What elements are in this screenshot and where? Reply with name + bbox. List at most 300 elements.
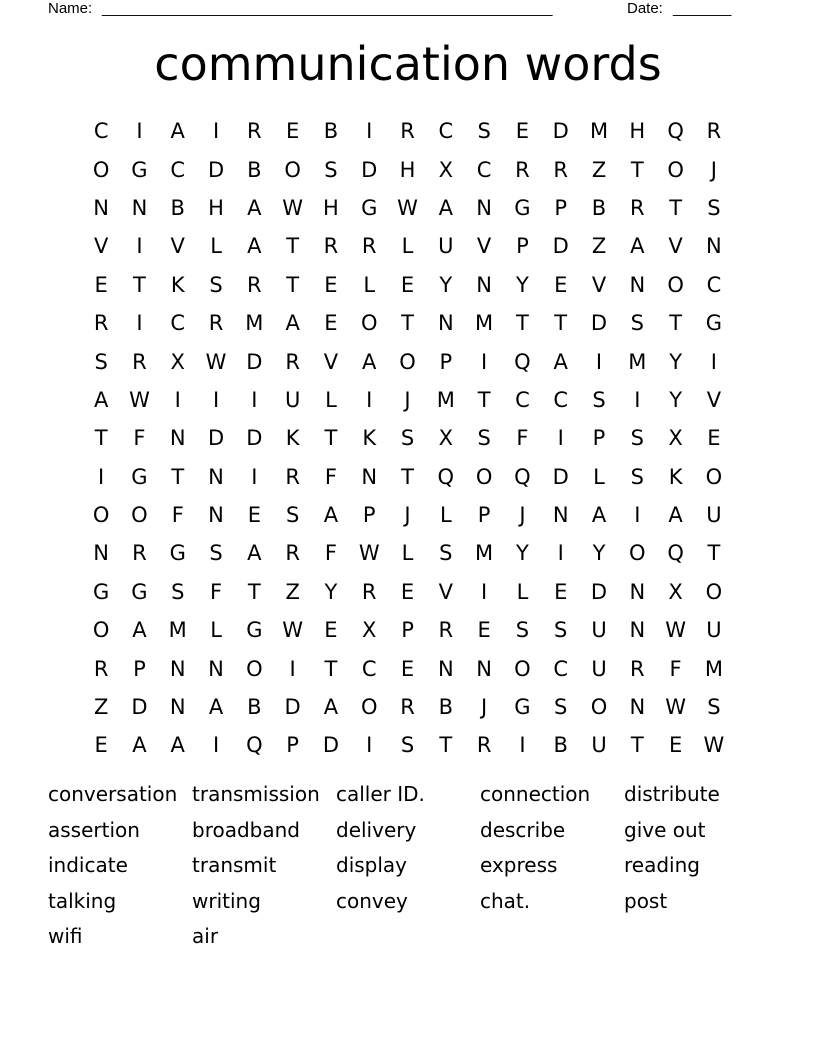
word-bank-item: describe: [480, 817, 566, 842]
grid-letter: F: [209, 579, 223, 604]
grid-letter: B: [247, 695, 262, 720]
grid-letter: I: [557, 426, 564, 451]
grid-letter: N: [169, 695, 186, 720]
word-bank-item: assertion: [48, 817, 140, 842]
grid-letter: R: [285, 464, 300, 489]
grid-letter: Q: [667, 119, 684, 144]
grid-letter: P: [401, 618, 414, 643]
grid-letter: O: [667, 157, 684, 182]
grid-letter: S: [400, 733, 415, 758]
grid-letter: E: [285, 119, 300, 144]
grid-letter: I: [366, 387, 373, 412]
grid-letter: P: [286, 733, 299, 758]
grid-letter: C: [553, 656, 569, 681]
word-bank-item: distribute: [624, 782, 720, 806]
word-bank-item: caller ID.: [336, 782, 425, 806]
grid-letter: W: [397, 195, 418, 220]
grid-letter: N: [361, 464, 378, 489]
word-bank: [48, 778, 768, 956]
grid-letter: S: [630, 426, 644, 451]
grid-letter: D: [552, 234, 569, 259]
grid-letter: F: [324, 541, 337, 566]
grid-letter: D: [552, 119, 569, 144]
grid-letter: D: [284, 695, 301, 720]
grid-letter: F: [516, 426, 529, 451]
word-bank-item: reading: [624, 853, 700, 878]
grid-letter: B: [170, 195, 185, 220]
grid-letter: T: [401, 311, 414, 336]
grid-letter: S: [554, 618, 568, 643]
word-bank-item: convey: [336, 888, 408, 913]
grid-row: [82, 381, 733, 419]
grid-letter: E: [400, 579, 415, 604]
word-search-grid: [82, 112, 733, 765]
grid-letter: D: [361, 157, 378, 182]
grid-letter: K: [362, 426, 377, 451]
grid-letter: E: [400, 272, 415, 297]
grid-letter: V: [476, 234, 492, 259]
grid-letter: S: [515, 618, 530, 643]
grid-letter: N: [552, 503, 569, 528]
grid-letter: T: [133, 272, 146, 297]
grid-letter: Q: [514, 464, 531, 489]
grid-letter: P: [439, 349, 453, 374]
word-bank-item: talking: [48, 888, 117, 913]
grid-letter: W: [282, 195, 304, 220]
grid-letter: Z: [591, 157, 607, 182]
grid-letter: M: [704, 656, 723, 681]
grid-letter: Y: [516, 541, 529, 566]
grid-letter: Z: [285, 579, 300, 604]
grid-letter: R: [515, 157, 530, 182]
word-bank-item: express: [480, 853, 558, 878]
grid-letter: V: [706, 387, 722, 412]
grid-letter: N: [706, 234, 722, 259]
grid-letter: T: [94, 426, 108, 451]
grid-letter: I: [519, 733, 526, 758]
word-bank-item: indicate: [48, 853, 128, 878]
grid-letter: Y: [439, 272, 453, 297]
grid-letter: R: [323, 234, 339, 259]
grid-letter: R: [361, 234, 377, 259]
word-bank-item: transmission: [192, 782, 320, 806]
grid-letter: S: [171, 579, 185, 604]
grid-letter: L: [210, 618, 222, 643]
grid-letter: S: [209, 541, 223, 566]
name-label: Name:: [48, 0, 93, 17]
grid-letter: A: [323, 503, 339, 528]
grid-letter: N: [208, 656, 224, 681]
grid-letter: O: [92, 618, 110, 643]
grid-letter: N: [437, 311, 454, 336]
grid-letter: I: [481, 349, 488, 374]
grid-letter: B: [591, 195, 607, 220]
grid-letter: D: [207, 157, 225, 182]
grid-letter: R: [476, 733, 492, 758]
grid-letter: O: [705, 464, 723, 489]
grid-letter: E: [400, 656, 415, 681]
grid-letter: S: [94, 349, 108, 374]
grid-letter: T: [554, 311, 568, 336]
grid-letter: B: [553, 733, 568, 758]
grid-letter: I: [557, 541, 564, 566]
grid-letter: L: [516, 579, 529, 604]
grid-letter: Y: [592, 541, 606, 566]
grid-row: [82, 112, 733, 150]
grid-letter: M: [475, 311, 494, 336]
grid-letter: U: [284, 387, 301, 412]
grid-letter: G: [705, 311, 723, 336]
grid-letter: S: [707, 195, 721, 220]
grid-letter: G: [93, 579, 110, 604]
grid-letter: N: [169, 426, 186, 451]
grid-letter: N: [208, 464, 224, 489]
grid-letter: K: [668, 464, 683, 489]
grid-letter: C: [553, 387, 569, 412]
page-title: communication words: [154, 37, 662, 91]
grid-letter: J: [481, 695, 488, 720]
grid-letter: U: [706, 618, 722, 643]
grid-letter: R: [208, 311, 224, 336]
word-bank-item: chat.: [480, 888, 531, 913]
grid-letter: M: [628, 349, 647, 374]
grid-letter: W: [129, 387, 150, 412]
grid-letter: R: [400, 695, 415, 720]
grid-letter: L: [401, 541, 414, 566]
grid-letter: N: [629, 579, 646, 604]
grid-letter: A: [630, 234, 645, 259]
grid-letter: A: [591, 503, 607, 528]
grid-letter: Y: [669, 349, 683, 374]
grid-letter: G: [131, 157, 148, 182]
grid-letter: I: [174, 387, 181, 412]
grid-letter: Q: [667, 541, 684, 566]
grid-letter: P: [516, 234, 529, 259]
grid-letter: T: [439, 733, 453, 758]
grid-letter: S: [439, 541, 453, 566]
grid-letter: G: [131, 579, 148, 604]
grid-letter: M: [475, 541, 494, 566]
grid-letter: U: [706, 503, 722, 528]
grid-letter: T: [324, 656, 338, 681]
grid-letter: N: [629, 695, 646, 720]
grid-letter: P: [592, 426, 606, 451]
grid-letter: P: [133, 656, 146, 681]
grid-letter: M: [168, 618, 187, 643]
grid-letter: I: [710, 349, 717, 374]
grid-letter: F: [171, 503, 184, 528]
grid-letter: N: [629, 272, 646, 297]
grid-row: [82, 150, 733, 188]
grid-letter: F: [133, 426, 146, 451]
word-bank-item: delivery: [336, 817, 417, 842]
grid-row: [82, 189, 733, 227]
grid-letter: D: [246, 349, 263, 374]
grid-letter: R: [93, 311, 109, 336]
grid-letter: O: [514, 656, 531, 681]
grid-letter: S: [285, 503, 300, 528]
grid-letter: R: [285, 349, 300, 374]
grid-letter: A: [247, 541, 262, 566]
grid-letter: Y: [324, 579, 338, 604]
grid-letter: X: [668, 579, 683, 604]
grid-letter: N: [476, 195, 492, 220]
grid-letter: T: [477, 387, 491, 412]
grid-row: [82, 496, 733, 534]
grid-letter: R: [630, 195, 645, 220]
grid-letter: O: [131, 503, 148, 528]
grid-letter: Q: [514, 349, 531, 374]
name-blank-line: ______________________________________________________: [102, 0, 553, 17]
grid-letter: I: [481, 579, 488, 604]
grid-letter: J: [404, 387, 411, 412]
grid-letter: R: [285, 541, 300, 566]
grid-letter: Q: [246, 733, 263, 758]
grid-letter: T: [286, 272, 300, 297]
grid-letter: N: [93, 541, 109, 566]
grid-letter: A: [668, 503, 683, 528]
grid-letter: U: [438, 234, 454, 259]
grid-letter: N: [476, 272, 492, 297]
grid-letter: I: [634, 503, 641, 528]
grid-letter: D: [552, 464, 569, 489]
grid-letter: W: [358, 541, 380, 566]
grid-letter: Y: [669, 387, 683, 412]
grid-letter: D: [246, 426, 263, 451]
grid-letter: P: [477, 503, 491, 528]
grid-letter: I: [212, 733, 220, 758]
header-line: [48, 0, 748, 18]
grid-letter: W: [665, 618, 686, 643]
grid-letter: D: [131, 695, 148, 720]
grid-letter: I: [634, 387, 641, 412]
grid-row: [82, 304, 733, 342]
grid-letter: T: [324, 426, 338, 451]
grid-letter: C: [706, 272, 722, 297]
grid-letter: C: [515, 387, 530, 412]
grid-letter: E: [707, 426, 721, 451]
grid-letter: O: [246, 656, 263, 681]
grid-letter: S: [477, 119, 491, 144]
grid-letter: O: [475, 464, 493, 489]
grid-letter: O: [629, 541, 646, 566]
grid-letter: R: [400, 119, 415, 144]
grid-letter: C: [170, 311, 186, 336]
grid-letter: Q: [437, 464, 455, 489]
grid-letter: O: [590, 695, 608, 720]
grid-letter: H: [629, 119, 646, 144]
grid-letter: N: [131, 195, 148, 220]
grid-letter: C: [361, 656, 377, 681]
grid-letter: T: [630, 157, 644, 182]
grid-letter: R: [630, 656, 645, 681]
grid-letter: J: [404, 503, 411, 528]
grid-letter: D: [590, 311, 608, 336]
grid-letter: S: [477, 426, 491, 451]
word-bank-item: transmit: [192, 853, 277, 878]
grid-letter: A: [362, 349, 377, 374]
grid-letter: I: [595, 349, 603, 374]
grid-letter: E: [94, 272, 108, 297]
grid-letter: V: [438, 579, 453, 604]
word-bank-item: connection: [480, 782, 591, 806]
date-label: Date:: [627, 0, 663, 17]
grid-letter: E: [324, 311, 338, 336]
grid-letter: N: [208, 503, 224, 528]
grid-letter: C: [438, 119, 454, 144]
grid-letter: C: [170, 157, 186, 182]
grid-letter: X: [170, 349, 185, 374]
grid-letter: L: [401, 234, 414, 259]
grid-letter: D: [590, 579, 608, 604]
grid-letter: I: [251, 387, 258, 412]
grid-letter: K: [285, 426, 300, 451]
grid-letter: E: [515, 119, 530, 144]
grid-letter: A: [170, 119, 185, 144]
grid-letter: I: [98, 464, 105, 489]
grid-letter: P: [362, 503, 376, 528]
grid-letter: G: [514, 195, 531, 220]
grid-letter: A: [553, 349, 568, 374]
grid-letter: A: [132, 733, 147, 758]
grid-letter: G: [361, 195, 378, 220]
grid-letter: A: [247, 195, 262, 220]
grid-letter: R: [247, 272, 262, 297]
grid-letter: T: [401, 464, 414, 489]
grid-letter: J: [519, 503, 526, 528]
grid-letter: H: [208, 195, 224, 220]
grid-letter: S: [209, 272, 223, 297]
grid-letter: G: [514, 695, 531, 720]
grid-letter: L: [439, 503, 452, 528]
grid-letter: E: [324, 272, 338, 297]
grid-letter: R: [361, 579, 377, 604]
grid-letter: Z: [93, 695, 109, 720]
grid-letter: D: [207, 426, 225, 451]
grid-letter: A: [132, 618, 147, 643]
date-blank-line: _______: [673, 0, 732, 17]
grid-letter: N: [93, 195, 109, 220]
grid-letter: M: [589, 119, 609, 144]
grid-letter: B: [247, 157, 262, 182]
grid-letter: O: [667, 272, 684, 297]
grid-letter: C: [476, 157, 492, 182]
grid-letter: V: [323, 349, 339, 374]
grid-letter: X: [362, 618, 377, 643]
grid-letter: O: [92, 157, 110, 182]
grid-letter: J: [710, 157, 717, 182]
grid-letter: L: [363, 272, 376, 297]
grid-letter: C: [93, 119, 109, 144]
grid-letter: T: [171, 464, 185, 489]
word-bank-item: writing: [192, 888, 261, 913]
grid-letter: T: [516, 311, 529, 336]
grid-letter: W: [205, 349, 227, 374]
grid-letter: O: [399, 349, 416, 374]
grid-letter: F: [324, 464, 337, 489]
grid-letter: A: [170, 733, 185, 758]
grid-letter: U: [591, 618, 607, 643]
grid-letter: H: [323, 195, 339, 220]
grid-row: [82, 573, 733, 611]
grid-letter: A: [208, 695, 224, 720]
grid-letter: M: [436, 387, 455, 412]
grid-letter: W: [282, 618, 304, 643]
grid-letter: B: [438, 695, 454, 720]
grid-letter: S: [400, 426, 415, 451]
grid-letter: R: [93, 656, 109, 681]
grid-row: [82, 611, 733, 649]
word-bank-item: air: [192, 924, 219, 949]
grid-letter: S: [592, 387, 606, 412]
grid-row: [82, 688, 733, 726]
grid-letter: X: [438, 157, 454, 182]
grid-letter: E: [247, 503, 261, 528]
grid-letter: G: [131, 464, 148, 489]
grid-letter: E: [94, 733, 108, 758]
grid-letter: V: [170, 234, 185, 259]
grid-letter: R: [438, 618, 454, 643]
grid-letter: I: [366, 119, 373, 144]
grid-letter: I: [212, 119, 220, 144]
grid-letter: R: [132, 541, 147, 566]
grid-letter: L: [210, 234, 222, 259]
grid-letter: A: [323, 695, 339, 720]
grid-letter: I: [289, 656, 296, 681]
grid-letter: D: [322, 733, 340, 758]
word-bank-item: conversation: [48, 782, 178, 806]
grid-letter: W: [703, 733, 725, 758]
word-bank-item: display: [336, 853, 408, 878]
grid-letter: A: [93, 387, 109, 412]
grid-letter: X: [668, 426, 683, 451]
grid-letter: U: [591, 656, 607, 681]
grid-row: [82, 266, 733, 304]
grid-letter: I: [251, 464, 258, 489]
grid-letter: N: [169, 656, 186, 681]
grid-letter: B: [323, 119, 339, 144]
grid-letter: I: [136, 311, 143, 336]
grid-letter: O: [284, 157, 301, 182]
grid-letter: O: [360, 311, 378, 336]
grid-row: [82, 419, 733, 457]
grid-letter: G: [246, 618, 263, 643]
grid-letter: R: [706, 119, 722, 144]
grid-letter: V: [591, 272, 607, 297]
grid-letter: G: [169, 541, 186, 566]
grid-letter: X: [438, 426, 454, 451]
grid-letter: T: [707, 541, 721, 566]
grid-letter: E: [477, 618, 491, 643]
grid-row: [82, 726, 733, 764]
grid-letter: T: [669, 195, 683, 220]
grid-letter: N: [629, 618, 646, 643]
grid-letter: Y: [516, 272, 529, 297]
grid-letter: U: [591, 733, 607, 758]
grid-row: [82, 458, 733, 496]
grid-letter: S: [324, 157, 338, 182]
grid-letter: K: [170, 272, 185, 297]
grid-letter: R: [247, 119, 262, 144]
grid-letter: E: [554, 272, 568, 297]
grid-letter: S: [707, 695, 721, 720]
grid-letter: I: [136, 234, 143, 259]
grid-row: [82, 227, 733, 265]
word-bank-item: broadband: [192, 817, 300, 842]
grid-letter: Z: [591, 234, 607, 259]
grid-letter: O: [360, 695, 378, 720]
grid-letter: L: [325, 387, 337, 412]
